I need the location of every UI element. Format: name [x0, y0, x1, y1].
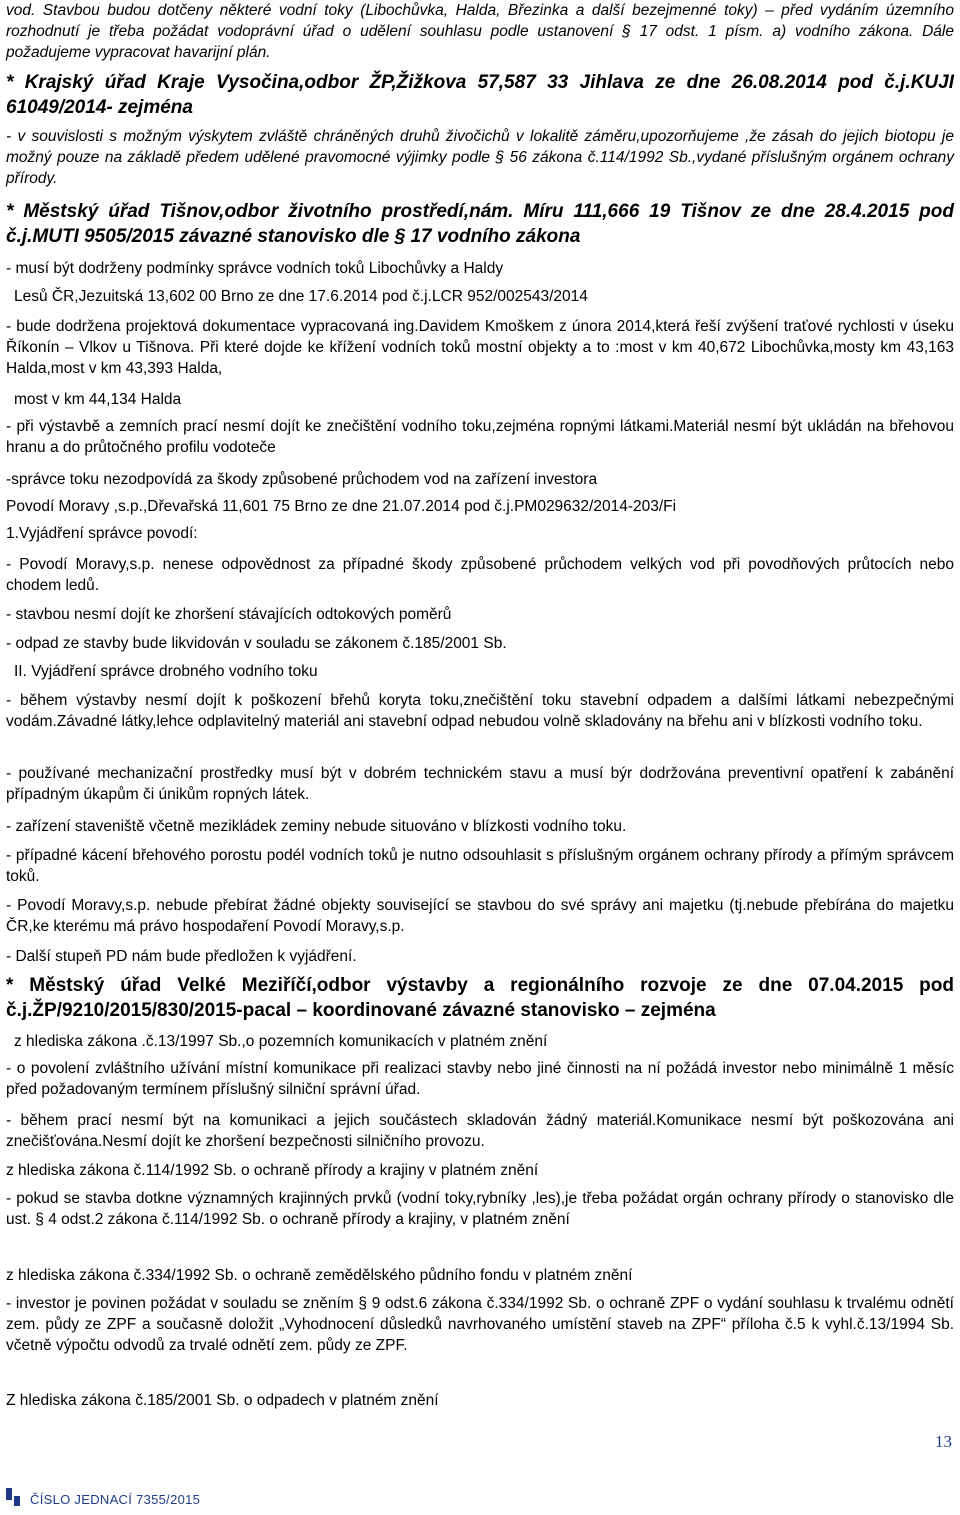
paragraph-section-2: II. Vyjádření správce drobného vodního toku — [14, 663, 318, 680]
paragraph-machinery: - používané mechanizační prostředky musí být v dobrém technickém stavu a musí býr dodržována preventivní opatření k zabánění případným úkapům či únikům ropných látek. — [6, 765, 954, 803]
paragraph-runoff: - stavbou nesmí dojít ke zhoršení stávajících odtokových poměrů — [6, 606, 452, 623]
paragraph-law-114-1992: z hlediska zákona č.114/1992 Sb. o ochraně přírody a krajiny v platném znění — [6, 1162, 539, 1179]
paragraph-section-1: 1.Vyjádření správce povodí: — [6, 525, 198, 542]
paragraph-water-streams: vod. Stavbou budou dotčeny některé vodní toky (Libochůvka, Halda, Březinka a další bezejmenné toky) – před vydáním územního rozhodnutí je třeba požádat vodoprávní úřad o udělení souhlasu podle ustanovení § 17 odst. 1 písm. a) vodního zákona. Dále požadujeme vypracovat havarijní plán. — [6, 2, 954, 61]
paragraph-conditions-lesy: - musí být dodrženy podmínky správce vodních toků Libochůvky a Haldy — [6, 260, 504, 277]
paragraph-flood-liability: - Povodí Moravy,s.p. nenese odpovědnost za případné škody způsobené průchodem velkých vod při povodňových průtocích nebo chodem ledů. — [6, 556, 954, 594]
paragraph-no-storage: - během prací nesmí být na komunikaci a jejich součástech skladován žádný materiál.Komunikace nesmí být poškozována ani znečišťována.Nesmí dojít ke zhoršení bezpečnosti silničního provozu. — [6, 1112, 954, 1150]
paragraph-landscape-elements: - pokud se stavba dotkne významných krajinných prvků (vodní toky,rybníky ,les),je třeba požádat orgán ochrany přírody o stanovisko dle ust. § 4 odst.2 zákona č.114/1992 Sb. o ochraně přírody a krajiny, v platném znění — [6, 1190, 954, 1228]
footer-mark-icon-2 — [14, 1496, 20, 1506]
paragraph-povodi-moravy: Povodí Moravy ,s.p.,Dřevařská 11,601 75 Brno ze dne 21.07.2014 pod č.j.PM029632/2014-203/Fi — [6, 498, 677, 515]
paragraph-project-documentation: - bude dodržena projektová dokumentace vypracovaná ing.Davidem Kmoškem z února 2014,která řeší zvýšení traťové rychlosti v úseku Říkonín – Vlkov u Tišnova. Při které dojde ke křížení vodních toků mostní objekty a to :most v km 40,672 Libochůvka,mosty km 43,163 Halda,most v km 43,393 Halda, — [6, 318, 954, 377]
paragraph-law-334-1992: z hlediska zákona č.334/1992 Sb. o ochraně zemědělského půdního fondu v platném znění — [6, 1267, 633, 1284]
paragraph-zpf-consent: - investor je povinen požádat v souladu se zněním § 9 odst.6 zákona č.334/1992 Sb. o ochraně ZPF o vydání souhlasu k trvalému odnětí zem. půdy ze ZPF a současně doložit „Vyhodnocení důsledků navrhovaného umístění staveb na ZPF“ příloha č.5 k vyhl.č.13/1994 Sb. včetně výpočtu odvodů za trvalé odnětí zem. půdy ze ZPF. — [6, 1295, 954, 1354]
paragraph-construction-pollution: - při výstavbě a zemních prací nesmí dojít ke znečištění vodního toku,zejména ropnými látkami.Materiál nesmí být ukládán na břehovou hranu a do průtočného profilu vodoteče — [6, 418, 954, 456]
paragraph-bank-damage: - během výstavby nesmí dojít k poškození břehů koryta toku,znečištění toku stavební odpadem a dalšími látkami nebezpečnými vodám.Závadné látky,lehce odplavitelný materiál ani stavební odpad nebudou volně skladovány na břehu ani v blízkosti vodního toku. — [6, 692, 954, 730]
paragraph-law-13-1997: z hlediska zákona .č.13/1997 Sb.,o pozemních komunikacích v platném znění — [14, 1033, 548, 1050]
paragraph-liability: -správce toku nezodpovídá za škody způsobené průchodem vod na zařízení investora — [6, 471, 598, 488]
footer-mark-icon — [6, 1488, 12, 1500]
heading-mu-velke-mezirici: * Městský úřad Velké Meziříčí,odbor výstavby a regionálního rozvoje ze dne 07.04.2015 pod č.j.ŽP/9210/2015/830/2015-pacal – koordinované závazné stanovisko – zejména — [6, 975, 954, 1021]
heading-mu-tisnov: * Městský úřad Tišnov,odbor životního prostředí,nám. Míru 111,666 19 Tišnov ze dne 28.4.2015 pod č.j.MUTI 9505/2015 závazné stanovisko dle § 17 vodního zákona — [6, 201, 954, 247]
paragraph-protected-species: - v souvislosti s možným výskytem zvláště chráněných druhů živočichů v lokalitě záměru,upozorňujeme ,že zásah do jejich biotopu je možný pouze na základě předem udělené pravomocné výjimky podle § 56 zákona č.114/1992 Sb.,vydané příslušným orgánem ochrany přírody. — [6, 128, 954, 187]
paragraph-lesy-cr: Lesů ČR,Jezuitská 13,602 00 Brno ze dne 17.6.2014 pod č.j.LCR 952/002543/2014 — [14, 288, 588, 305]
paragraph-no-transfer: - Povodí Moravy,s.p. nebude přebírat žádné objekty související se stavbou do své správy ani majetku (tj.nebude přebírána do majetku ČR,ke kterému má právo hospodaření Povodí Moravy,s.p. — [6, 897, 954, 935]
paragraph-law-185-2001: Z hlediska zákona č.185/2001 Sb. o odpadech v platném znění — [6, 1392, 439, 1409]
heading-krajsky-urad: * Krajský úřad Kraje Vysočina,odbor ŽP,Žižkova 57,587 33 Jihlava ze dne 26.08.2014 pod č.j.KUJI 61049/2014- zejména — [6, 72, 954, 118]
paragraph-next-stage: - Další stupeň PD nám bude předložen k vyjádření. — [6, 948, 357, 965]
paragraph-bridge-halda: most v km 44,134 Halda — [14, 391, 182, 408]
paragraph-special-use: - o povolení zvláštního užívání místní komunikace při realizaci stavby nebo jiné činnosti na ní požádá investor nebo minimálně 1 měsíc před požadovaným termínem příslušný silniční správní úřad. — [6, 1060, 954, 1098]
paragraph-tree-felling: - případné kácení břehového porostu podél vodních toků je nutno odsouhlasit s příslušným orgánem ochrany přírody a přímým správcem toků. — [6, 847, 954, 885]
page-number: 13 — [935, 1432, 952, 1451]
footer-reference-number: ČÍSLO JEDNACÍ 7355/2015 — [30, 1492, 201, 1507]
paragraph-waste-disposal: - odpad ze stavby bude likvidován v souladu se zákonem č.185/2001 Sb. — [6, 635, 507, 652]
paragraph-site-setup: - zařízení staveniště včetně mezikládek zeminy nebude situováno v blízkosti vodního toku. — [6, 818, 627, 835]
